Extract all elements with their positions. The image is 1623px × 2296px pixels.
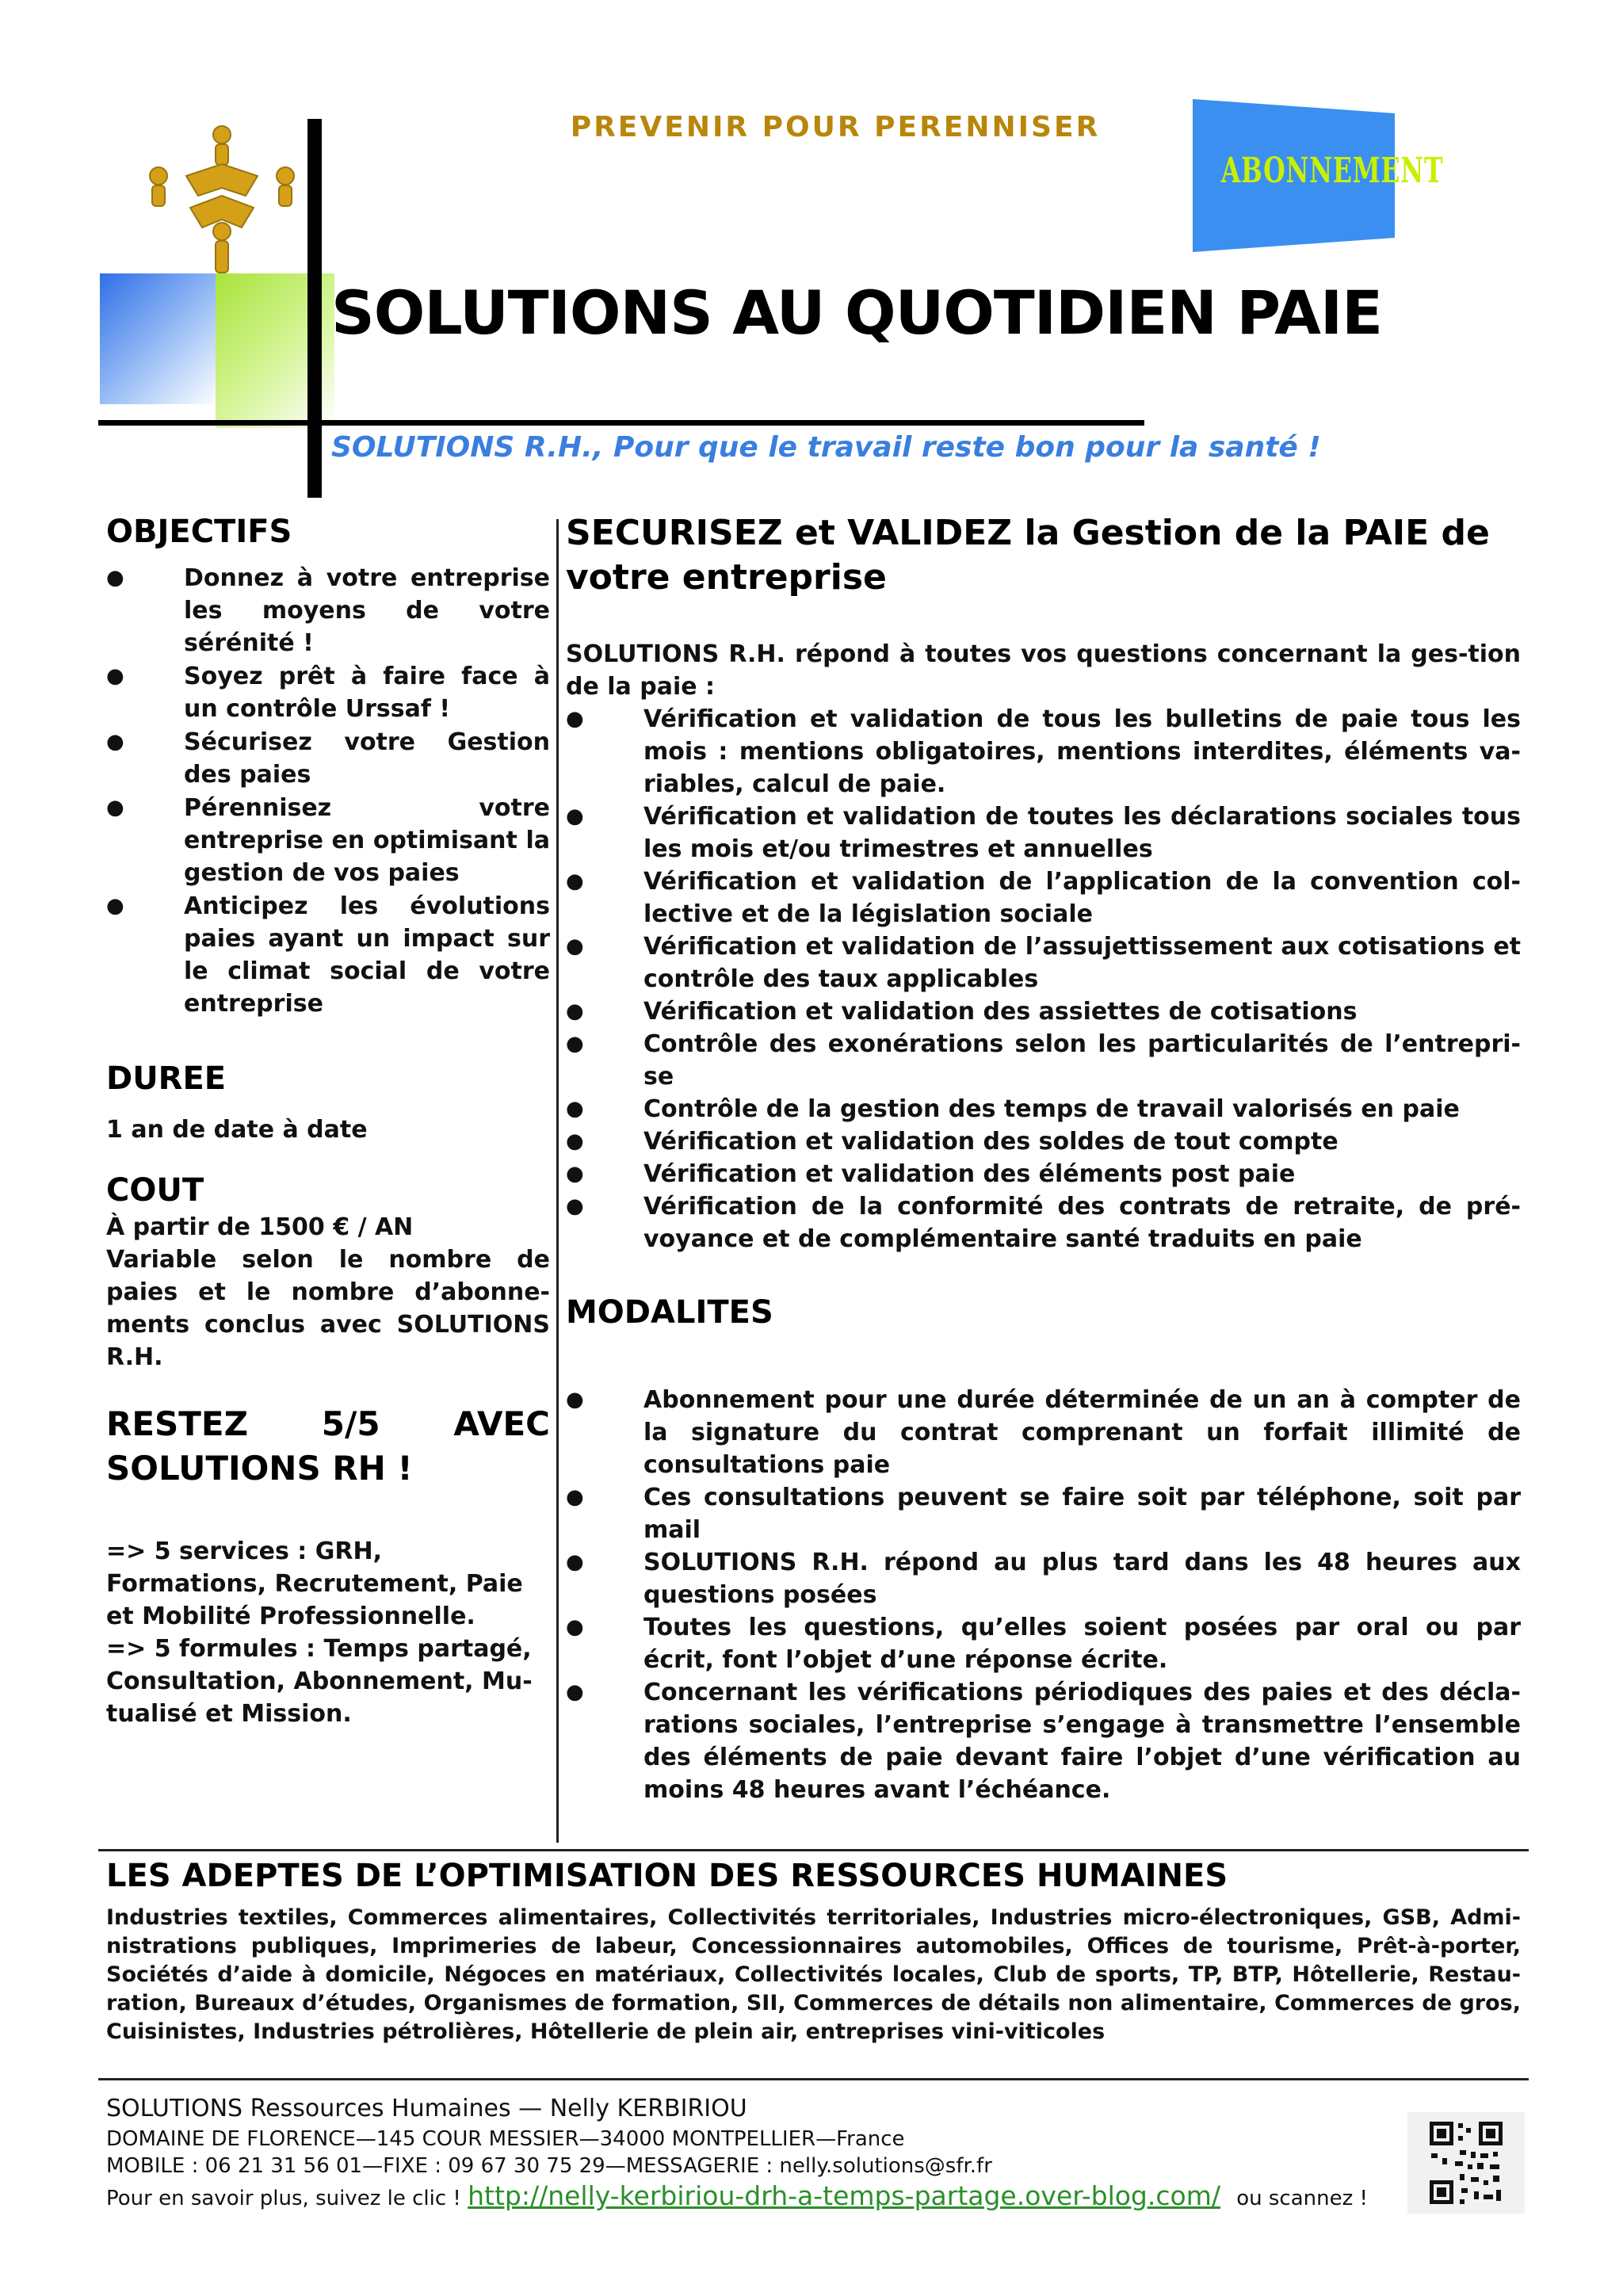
list-item: ● Concernant les vérifications périodiques des paies et des décla-rations sociales, l’entreprise s’engage à transmettre l’ensemble des éléments de paie devant faire l’objet d’une vérification au moins 48 heures avant l’échéance. (566, 1679, 1521, 1804)
teamwork-logo-icon (143, 120, 301, 288)
section-divider (98, 1849, 1529, 1851)
securisez-heading: SECURISEZ et VALIDEZ la Gestion de la PAIE de votre entreprise (566, 513, 1490, 598)
list-item: ● Ces consultations peuvent se faire soit par téléphone, soit par mail (566, 1484, 1521, 1544)
list-item: ● Vérification de la conformité des contrats de retraite, de pré-voyance et de complémentaire santé traduits en paie (566, 1193, 1521, 1253)
modalites-list (566, 1384, 1521, 1806)
list-item: ● Vérification et validation de tous les bulletins de paie tous les mois : mentions obligatoires, mentions interdites, éléments va-riables, calcul de paie. (566, 705, 1521, 798)
right-column (566, 511, 1521, 1806)
column-divider (556, 519, 559, 1843)
list-item: ● Sécurisez votre Gestion des paies (106, 728, 550, 789)
restez-services: => 5 services : GRH, Formations, Recrutement, Paie et Mobilité Professionnelle. (106, 1538, 523, 1630)
list-item: ● Pérennisez votre entreprise en optimisant la gestion de vos paies (106, 794, 550, 887)
list-item: ● Anticipez les évolutions paies ayant un impact sur le climat social de votre entreprise (106, 892, 550, 1018)
securisez-intro: SOLUTIONS R.H. répond à toutes vos questions concernant la ges-tion de la paie : (566, 640, 1521, 701)
list-item: ● Contrôle de la gestion des temps de travail valorisés en paie (566, 1095, 1460, 1123)
vertical-rule (307, 119, 322, 498)
duree-text: 1 an de date à date (106, 1116, 368, 1144)
objectifs-heading: OBJECTIFS (106, 514, 292, 550)
page-subtitle: SOLUTIONS R.H., Pour que le travail reste bon pour la santé ! (331, 431, 1321, 464)
cout-text: Variable selon le nombre de paies et le nombre d’abonne-ments conclus avec SOLUTIONS R.H. (106, 1246, 550, 1371)
list-item: ● Vérification et validation de toutes les déclarations sociales tous les mois et/ou trimestres et annuelles (566, 803, 1521, 863)
footer-address: DOMAINE DE FLORENCE—145 COUR MESSIER—34000 MONTPELLIER—France (106, 2127, 905, 2151)
list-item: ● Vérification et validation des soldes de tout compte (566, 1128, 1338, 1156)
list-item: ● Vérification et validation des éléments post paie (566, 1160, 1296, 1188)
adeptes-heading: LES ADEPTES DE L’OPTIMISATION DES RESSOURCES HUMAINES (106, 1858, 1228, 1894)
list-item: ● Vérification et validation de l’assujettissement aux cotisations et contrôle des taux applicables (566, 933, 1521, 993)
restez-heading: RESTEZ 5/5 AVEC SOLUTIONS RH ! (106, 1404, 550, 1488)
footer-divider (98, 2078, 1529, 2080)
tagline: PREVENIR POUR PERENNISER (570, 111, 1101, 143)
footer-more-suffix: ou scannez ! (1236, 2187, 1368, 2210)
left-column (106, 511, 550, 1730)
cout-price: À partir de 1500 € / AN (106, 1213, 414, 1241)
list-item: ● Abonnement pour une durée déterminée de un an à compter de la signature du contrat comprenant un forfait illimité de consultations paie (566, 1386, 1521, 1479)
abonnement-badge: ABONNEMENT (1220, 151, 1444, 191)
list-item: ● Vérification et validation de l’application de la convention col-lective et de la législation sociale (566, 868, 1521, 928)
securisez-list (566, 703, 1521, 1255)
duree-heading: DUREE (106, 1060, 227, 1097)
footer (106, 2092, 1374, 2212)
footer-more (106, 2180, 1374, 2212)
restez-formules: => 5 formules : Temps partagé, Consultation, Abonnement, Mu-tualisé et Mission. (106, 1635, 533, 1728)
modalites-heading: MODALITES (566, 1294, 773, 1331)
horizontal-rule (98, 420, 1144, 426)
list-item: ● Contrôle des exonérations selon les particularités de l’entrepri-se (566, 1030, 1521, 1091)
page-title: SOLUTIONS AU QUOTIDIEN PAIE (331, 277, 1383, 348)
footer-more-prefix: Pour en savoir plus, suivez le clic ! (106, 2187, 461, 2210)
list-item: ● Toutes les questions, qu’elles soient posées par oral ou par écrit, font l’objet d’une réponse écrite. (566, 1614, 1521, 1674)
decorative-blue-square (100, 273, 219, 404)
footer-contact: MOBILE : 06 21 31 56 01—FIXE : 09 67 30 75 29—MESSAGERIE : nelly.solutions@sfr.fr (106, 2154, 992, 2178)
list-item: ● Soyez prêt à faire face à un contrôle Urssaf ! (106, 663, 550, 723)
adeptes-text: Industries textiles, Commerces alimentaires, Collectivités territoriales, Industries micro-électroniques, GSB, Admi-nistrations publiques, Imprimeries de labeur, Concessionnaires automobiles, Offices de tourisme, Prêt-à-porter, Sociétés d’aide à domicile, Négoces en matériaux, Collectivités locales, Club de sports, TP, BTP, Hôtellerie, Restau-ration, Bureaux d’études, Organismes de formation, SII, Commerces de détails non alimentaire, Commerces de gros, Cuisinistes, Industries pétrolières, Hôtellerie de plein air, entreprises vini-viticoles (106, 1905, 1521, 2044)
list-item: ● Vérification et validation des assiettes de cotisations (566, 998, 1358, 1026)
footer-company: SOLUTIONS Ressources Humaines — Nelly KERBIRIOU (106, 2095, 747, 2122)
cout-heading: COUT (106, 1172, 204, 1209)
list-item: ● Donnez à votre entreprise les moyens de votre sérénité ! (106, 564, 550, 657)
list-item: ● SOLUTIONS R.H. répond au plus tard dans les 48 heures aux questions posées (566, 1549, 1521, 1609)
blog-link[interactable]: http://nelly-kerbiriou-drh-a-temps-partage.over-blog.com/ (468, 2180, 1220, 2211)
objectifs-list (106, 562, 550, 1020)
qr-code-icon[interactable] (1407, 2112, 1525, 2214)
